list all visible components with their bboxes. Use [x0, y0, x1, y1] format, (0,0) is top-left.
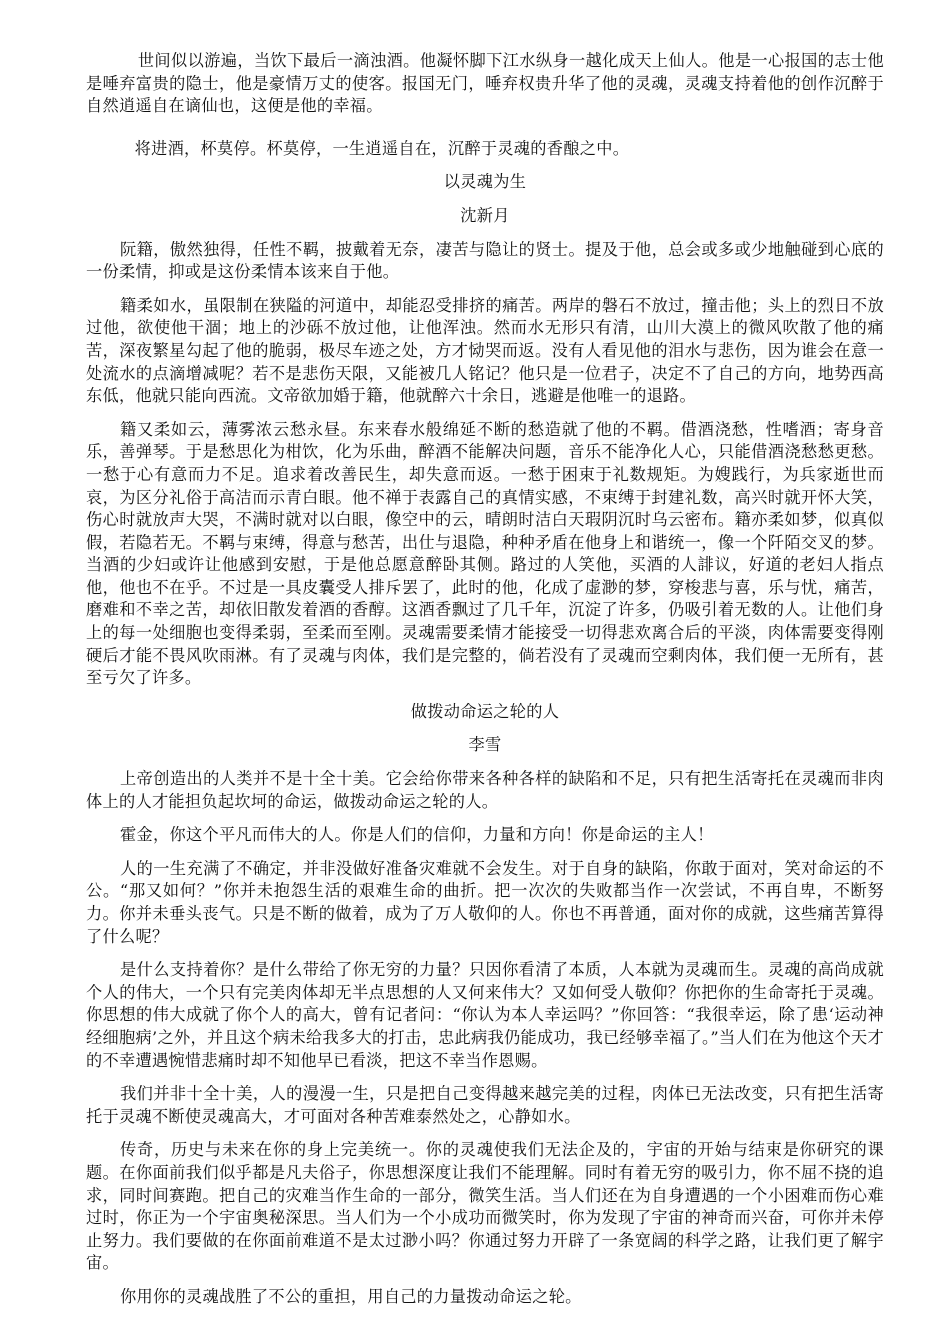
essay-author: 李雪 — [468, 735, 502, 755]
paragraph: 籍又柔如云，薄雾浓云愁永昼。东来春水般绵延不断的愁造就了他的不羁。借酒浇愁，性嗜酒；寄身音乐，善弹琴。于是愁思化为柑饮，化为乐曲，醉酒不能解决问题，音乐不能净化人心，只能借酒浇愁愁更愁。一愁于心有意而力不足。追求着改善民生，却失意而返。一愁于困束于礼数规矩。为嫂践行，为兵家逝世而哀，为区分礼俗于高洁而示青白眼。他不禅于表露自己的真情实感，不束缚于封建礼数，高兴时就开怀大笑，伤心时就放声大哭，不满时就对以白眼，像空中的云，晴朗时洁白天瑕阴沉时乌云密布。籍亦柔如梦，似真似假，若隐若无。不羁与束缚，得意与愁苦，出仕与退隐，种种矛盾在他身上和谐统一，像一个阡陌交叉的梦。当酒的少妇或许让他感到安慰，于是他总愿意醉卧其侧。路过的人笑他，买酒的人誹议，好道的老妇人指点他，他也不在乎。不过是一具皮囊受人排斥罢了，此时的他，化成了虚渺的梦，穿梭悲与喜，乐与忧，痛苦，磨难和不幸之苦，却依旧散发着酒的香醇。这酒香飘过了几千年，沉淀了许多，仍吸引着无数的人。让他们身上的每一处细胞也变得柔弱，至柔而至刚。灵魂需要柔情才能接受一切得悲欢离合后的平淡，肉体需要变得刚硬后才能不畏风吹雨淋。有了灵魂与肉体，我们是完整的，倘若没有了灵魂而空剩肉体，我们便一无所有，甚至亏欠了许多。 — [86, 419, 884, 688]
paragraph: 霍金，你这个平凡而伟大的人。你是人们的信仰，力量和方向！你是命运的主人！ — [120, 825, 714, 845]
paragraph: 是什么支持着你？是什么带给了你无穷的力量？只因你看清了本质，人本就为灵魂而生。灵魂的高尚成就个人的伟大，一个只有完美肉体却无半点思想的人又何来伟大？又如何受人敬仰？你把你的生命寄托于灵魂。你思想的伟大成就了你个人的高大，曾有记者问：“你认为本人幸运吗？”你回答：“我很幸运，除了患‘运动神经细胞病’之外，并且这个病未给我多大的打击，忠此病我仍能成功，我已经够幸福了。”当人们在为他这个天才的不幸遭遇惋惜悲痛时却不知他早已看淡，把这不幸当作恩赐。 — [86, 960, 884, 1070]
paragraph: 传奇，历史与未来在你的身上完美统一。你的灵魂使我们无法企及的，宇宙的开始与结束是你研究的课题。在你面前我们似乎都是凡夫俗子，你思想深度让我们不能理解。同时有着无穷的吸引力，你不屈不挠的追求，同时间赛跑。把自己的灾难当作生命的一部分，微笑生活。当人们还在为自身遭遇的一个小困难而伤心难过时，你正为一个宇宙奥秘深思。当人们为一个小成功而微笑时，你为发现了宇宙的神奇而兴奋，可你并未停止努力。我们要做的在你面前难道不是太过渺小吗？你通过努力开辟了一条宽阔的科学之路，让我们更了解宇宙。 — [86, 1140, 884, 1273]
paragraph: 我们并非十全十美，人的漫漫一生，只是把自己变得越来越完美的过程，肉体已无法改变，只有把生活寄托于灵魂不断使灵魂高大，才可面对各种苦难泰然处之，心静如水。 — [86, 1084, 884, 1126]
paragraph: 世间似以游遍，当饮下最后一滴浊酒。他凝怀脚下江水纵身一越化成天上仙人。他是一心报国的志士他是唾弃富贵的隐士，他是豪情万丈的使客。报国无门，唾弃权贵升华了他的灵魂，灵魂支持着他的创作沉醉于自然逍遥自在谪仙也，这便是他的幸福。 — [86, 51, 884, 116]
document-page — [86, 50, 884, 1320]
essay-author: 沈新月 — [460, 205, 510, 225]
paragraph: 人的一生充满了不确定，并非没做好准备灾难就不会发生。对于自身的缺陷，你敢于面对，笑对命运的不公。“那又如何？”你并未抱怨生活的艰难生命的曲折。把一次次的失败都当作一次尝试，不再自卑，不断努力。你并未垂头丧气。只是不断的做着，成为了万人敬仰的人。你也不再普通，面对你的成就，这些痛苦算得了什么呢？ — [86, 858, 884, 946]
essay-title: 做拨动命运之轮的人 — [410, 701, 560, 721]
essay-title: 以灵魂为生 — [443, 172, 527, 192]
paragraph: 籍柔如水，虽限制在狭隘的河道中，却能忍受排挤的痛苦。两岸的磐石不放过，撞击他；头上的烈日不放过他，欲使他干涸；地上的沙砾不放过他，让他浑浊。然而水无形只有清，山川大漠上的微风吹散了他的痛苦，深夜繁星勾起了他的脆弱，极尽车迹之处，方才恸哭而返。没有人看见他的泪水与悲伤，因为谁会在意一处流水的点滴增减呢？若不是悲伤天限，又能被几人铭记？他只是一位君子，决定不了自己的方向，地势西高东低，他就只能向西流。文帝欲加婚于籍，他就醉六十余日，逃避是他唯一的退路。 — [86, 295, 884, 406]
paragraph: 将进酒，杯莫停。杯莫停，一生逍遥自在，沉醉于灵魂的香酿之中。 — [134, 138, 630, 158]
paragraph: 阮籍，傲然独得，任性不羁，披戴着无奈，凄苦与隐让的贤士。提及于他，总会或多或少地触碰到心底的一份柔情，抑或是这份柔情本该来自于他。 — [86, 239, 884, 282]
paragraph: 上帝创造出的人类并不是十全十美。它会给你带来各种各样的缺陷和不足，只有把生活寄托在灵魂而非肉体上的人才能担负起坎坷的命运，做拨动命运之轮的人。 — [86, 769, 884, 811]
paragraph: 你用你的灵魂战胜了不公的重担，用自己的力量拨动命运之轮。 — [120, 1286, 582, 1306]
